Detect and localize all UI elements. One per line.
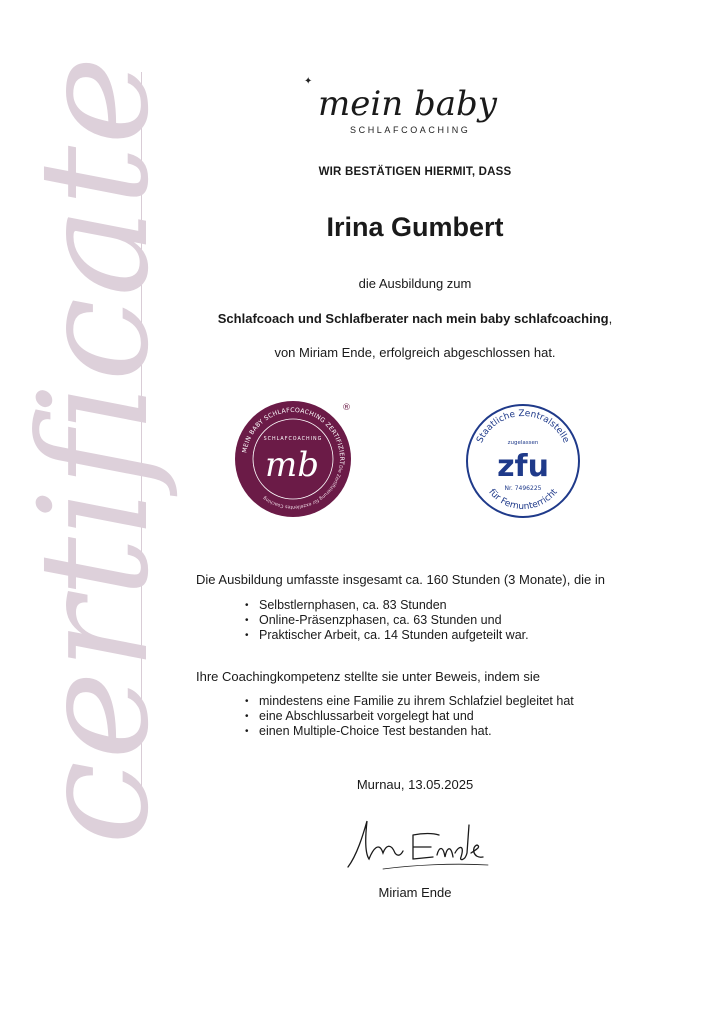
logo-script-text: mein baby bbox=[318, 84, 497, 124]
registered-mark: ® bbox=[342, 403, 351, 413]
seal-ring-text-right: Die Zertifizierung für exzellentes Coaching bbox=[262, 464, 343, 510]
zfu-seal bbox=[462, 400, 584, 522]
intro-line: die Ausbildung zum bbox=[358, 276, 472, 291]
zfu-number: Nr. 7496225 bbox=[504, 485, 542, 492]
place-date: Murnau, 13.05.2025 bbox=[356, 777, 474, 792]
seal-ring-text: MEIN BABY SCHLAFCOACHING ZERTIFIZIERT bbox=[241, 406, 346, 466]
competence-list bbox=[245, 694, 574, 739]
seal-inner-label: SCHLAFCOACHING bbox=[263, 437, 323, 442]
course-title-suffix: , bbox=[608, 311, 613, 326]
zfu-approved: zugelassen bbox=[507, 440, 539, 446]
completion-line: von Miriam Ende, erfolgreich abgeschlossen hat. bbox=[274, 345, 556, 360]
svg-text:✦: ✦ bbox=[304, 76, 313, 87]
certificate-watermark: certificate bbox=[8, 55, 182, 845]
signer-name: Miriam Ende bbox=[378, 885, 452, 900]
course-title-line bbox=[160, 311, 670, 326]
seal-monogram: mb bbox=[264, 445, 320, 485]
list-item: • eine Abschlussarbeit vorgelegt hat und bbox=[245, 709, 574, 724]
competence-intro: Ihre Coachingkompetenz stellte sie unter Beweis, indem sie bbox=[196, 669, 540, 684]
list-item: • mindestens eine Familie zu ihrem Schlafziel begleitet hat bbox=[245, 694, 574, 709]
list-item: • einen Multiple-Choice Test bestanden hat. bbox=[245, 724, 574, 739]
confirmation-heading: WIR BESTÄTIGEN HIERMIT, DASS bbox=[318, 166, 512, 178]
zfu-arc-bottom: für Fernunterricht bbox=[486, 487, 560, 513]
list-item: • Online-Präsenzphasen, ca. 63 Stunden und bbox=[245, 613, 529, 628]
signature bbox=[343, 815, 493, 875]
recipient-name: Irina Gumbert bbox=[326, 212, 504, 242]
list-item: • Praktischer Arbeit, ca. 14 Stunden aufgeteilt war. bbox=[245, 628, 529, 643]
list-item: • Selbstlernphasen, ca. 83 Stunden bbox=[245, 598, 529, 613]
training-list bbox=[245, 598, 529, 643]
mein-baby-certified-seal bbox=[232, 398, 354, 520]
course-title: Schlafcoach und Schlafberater nach mein baby schlafcoaching bbox=[217, 311, 609, 326]
zfu-logo: zfu bbox=[497, 449, 549, 484]
logo-subtitle: SCHLAFCOACHING bbox=[350, 125, 471, 135]
zfu-arc-top: Staatliche Zentralstelle bbox=[475, 408, 571, 445]
training-summary: Die Ausbildung umfasste insgesamt ca. 160 Stunden (3 Monate), die in bbox=[196, 572, 606, 587]
